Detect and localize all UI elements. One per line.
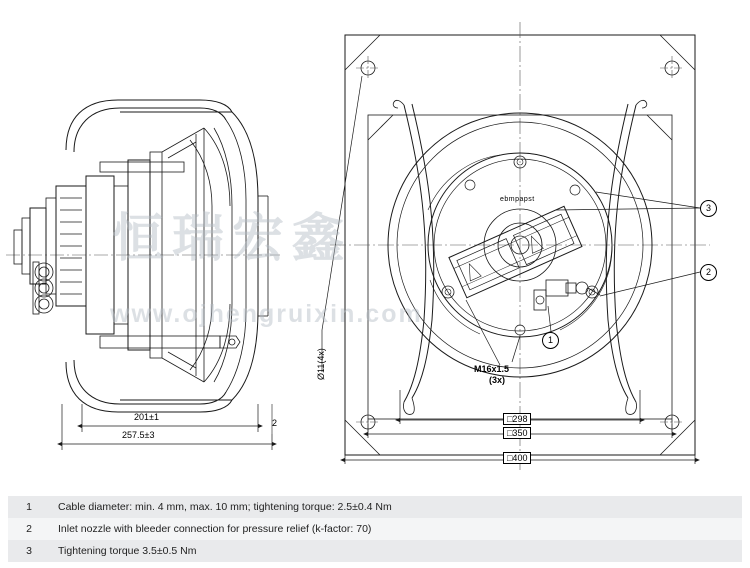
side-view-group — [6, 100, 280, 434]
annotation-2: 2 — [272, 418, 278, 428]
annotation-3x: (3x) — [489, 375, 506, 385]
legend-number: 1 — [8, 496, 50, 518]
table-row — [8, 540, 742, 562]
annotation-m16: M16x1.5 — [474, 364, 510, 374]
legend-table — [8, 496, 742, 562]
dimension-400: □400 — [503, 452, 531, 464]
table-row — [8, 496, 742, 518]
dimension-dia11: Ø11(4x) — [316, 348, 326, 380]
legend-number: 2 — [8, 518, 50, 540]
dimension-298: □298 — [503, 413, 531, 425]
brand-label: ebmpapst — [500, 196, 535, 203]
callout-2: 2 — [700, 264, 717, 281]
table-row — [8, 518, 742, 540]
legend-number: 3 — [8, 540, 50, 562]
dimension-350: □350 — [503, 427, 531, 439]
front-view-group — [330, 22, 710, 470]
watermark-url: www.ojhengruixin.com — [110, 300, 423, 328]
legend-text: Inlet nozzle with bleeder connection for pressure relief (k-factor: 70) — [50, 518, 742, 540]
dimension-201: 201±1 — [134, 412, 159, 422]
side-view-dimensions — [62, 404, 272, 450]
legend-text: Cable diameter: min. 4 mm, max. 10 mm; tightening torque: 2.5±0.4 Nm — [50, 496, 742, 518]
dimension-2575: 257.5±3 — [122, 430, 155, 440]
watermark-chinese: 恒瑞宏鑫 — [112, 209, 353, 269]
legend-text: Tightening torque 3.5±0.5 Nm — [50, 540, 742, 562]
callout-1: 1 — [542, 332, 559, 349]
callout-3: 3 — [700, 200, 717, 217]
leader-lines — [466, 192, 700, 365]
front-view-dimensions — [322, 76, 695, 464]
